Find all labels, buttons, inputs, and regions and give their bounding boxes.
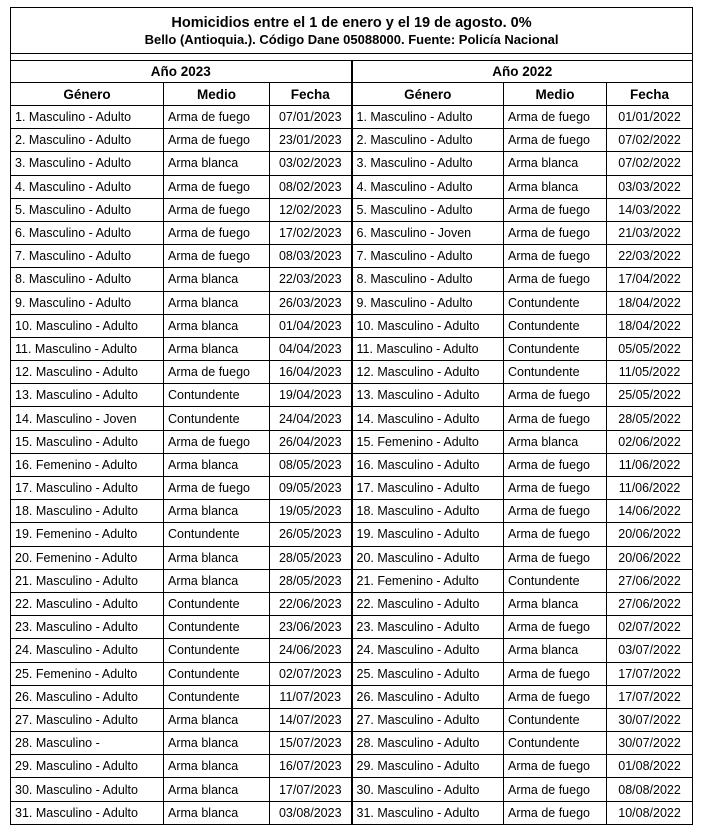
- cell-genero-2022: 24. Masculino - Adulto: [352, 639, 504, 662]
- cell-medio-2022: Arma de fuego: [504, 755, 607, 778]
- table-body: [11, 106, 693, 825]
- cell-fecha-2022: 21/03/2022: [607, 221, 693, 244]
- cell-genero-2023: 19. Femenino - Adulto: [11, 523, 164, 546]
- table-row: [11, 685, 693, 708]
- cell-medio-2022: Arma blanca: [504, 430, 607, 453]
- cell-genero-2023: 22. Masculino - Adulto: [11, 592, 164, 615]
- cell-medio-2022: Arma de fuego: [504, 453, 607, 476]
- cell-genero-2023: 1. Masculino - Adulto: [11, 106, 164, 129]
- cell-genero-2022: 1. Masculino - Adulto: [352, 106, 504, 129]
- cell-medio-2022: Arma blanca: [504, 639, 607, 662]
- cell-medio-2023: Contundente: [164, 592, 270, 615]
- cell-genero-2023: 3. Masculino - Adulto: [11, 152, 164, 175]
- cell-medio-2023: Arma blanca: [164, 500, 270, 523]
- cell-genero-2023: 20. Femenino - Adulto: [11, 546, 164, 569]
- cell-medio-2023: Arma blanca: [164, 778, 270, 801]
- table-row: [11, 384, 693, 407]
- table-row: [11, 361, 693, 384]
- cell-fecha-2022: 11/06/2022: [607, 453, 693, 476]
- cell-genero-2022: 19. Masculino - Adulto: [352, 523, 504, 546]
- cell-medio-2023: Arma de fuego: [164, 221, 270, 244]
- table-row: [11, 523, 693, 546]
- cell-fecha-2023: 28/05/2023: [270, 569, 352, 592]
- table-row: [11, 500, 693, 523]
- year-2023-header: Año 2023: [11, 61, 352, 83]
- homicides-table: [10, 7, 693, 825]
- cell-fecha-2023: 03/02/2023: [270, 152, 352, 175]
- cell-fecha-2023: 16/04/2023: [270, 361, 352, 384]
- cell-medio-2023: Arma blanca: [164, 268, 270, 291]
- cell-genero-2023: 27. Masculino - Adulto: [11, 708, 164, 731]
- cell-medio-2023: Arma de fuego: [164, 129, 270, 152]
- table-row: [11, 314, 693, 337]
- cell-medio-2023: Arma de fuego: [164, 245, 270, 268]
- cell-genero-2023: 30. Masculino - Adulto: [11, 778, 164, 801]
- table-row: [11, 106, 693, 129]
- cell-fecha-2023: 26/03/2023: [270, 291, 352, 314]
- cell-fecha-2022: 08/08/2022: [607, 778, 693, 801]
- cell-medio-2022: Contundente: [504, 314, 607, 337]
- col-medio-2022: Medio: [504, 83, 607, 106]
- cell-genero-2022: 14. Masculino - Adulto: [352, 407, 504, 430]
- cell-fecha-2022: 25/05/2022: [607, 384, 693, 407]
- cell-medio-2023: Arma de fuego: [164, 106, 270, 129]
- cell-fecha-2022: 01/01/2022: [607, 106, 693, 129]
- cell-fecha-2022: 30/07/2022: [607, 708, 693, 731]
- table-row: [11, 662, 693, 685]
- cell-medio-2022: Contundente: [504, 361, 607, 384]
- cell-genero-2023: 9. Masculino - Adulto: [11, 291, 164, 314]
- cell-medio-2022: Arma de fuego: [504, 268, 607, 291]
- cell-genero-2023: 18. Masculino - Adulto: [11, 500, 164, 523]
- cell-genero-2023: 12. Masculino - Adulto: [11, 361, 164, 384]
- cell-fecha-2022: 22/03/2022: [607, 245, 693, 268]
- cell-medio-2022: Arma de fuego: [504, 477, 607, 500]
- cell-medio-2022: Arma de fuego: [504, 801, 607, 824]
- cell-genero-2022: 16. Masculino - Adulto: [352, 453, 504, 476]
- cell-fecha-2022: 03/03/2022: [607, 175, 693, 198]
- cell-genero-2022: 26. Masculino - Adulto: [352, 685, 504, 708]
- cell-genero-2022: 15. Femenino - Adulto: [352, 430, 504, 453]
- cell-medio-2022: Arma de fuego: [504, 129, 607, 152]
- table-row: [11, 291, 693, 314]
- cell-fecha-2023: 22/03/2023: [270, 268, 352, 291]
- cell-genero-2022: 10. Masculino - Adulto: [352, 314, 504, 337]
- cell-medio-2023: Arma de fuego: [164, 477, 270, 500]
- col-medio-2023: Medio: [164, 83, 270, 106]
- cell-medio-2023: Arma de fuego: [164, 430, 270, 453]
- cell-genero-2023: 16. Femenino - Adulto: [11, 453, 164, 476]
- cell-fecha-2023: 16/07/2023: [270, 755, 352, 778]
- cell-medio-2023: Arma blanca: [164, 708, 270, 731]
- cell-medio-2022: Arma blanca: [504, 592, 607, 615]
- cell-genero-2022: 2. Masculino - Adulto: [352, 129, 504, 152]
- table-row: [11, 639, 693, 662]
- cell-genero-2022: 6. Masculino - Joven: [352, 221, 504, 244]
- cell-genero-2023: 5. Masculino - Adulto: [11, 198, 164, 221]
- cell-genero-2023: 25. Femenino - Adulto: [11, 662, 164, 685]
- cell-fecha-2023: 17/07/2023: [270, 778, 352, 801]
- cell-fecha-2022: 17/07/2022: [607, 685, 693, 708]
- cell-fecha-2022: 18/04/2022: [607, 314, 693, 337]
- cell-medio-2023: Contundente: [164, 407, 270, 430]
- cell-medio-2023: Arma de fuego: [164, 361, 270, 384]
- cell-fecha-2022: 07/02/2022: [607, 129, 693, 152]
- cell-genero-2022: 20. Masculino - Adulto: [352, 546, 504, 569]
- table-row: [11, 337, 693, 360]
- cell-medio-2022: Arma de fuego: [504, 106, 607, 129]
- cell-medio-2023: Arma blanca: [164, 755, 270, 778]
- cell-fecha-2023: 28/05/2023: [270, 546, 352, 569]
- cell-medio-2023: Contundente: [164, 639, 270, 662]
- cell-genero-2023: 24. Masculino - Adulto: [11, 639, 164, 662]
- cell-genero-2023: 28. Masculino -: [11, 732, 164, 755]
- cell-fecha-2022: 10/08/2022: [607, 801, 693, 824]
- cell-medio-2023: Arma blanca: [164, 152, 270, 175]
- cell-fecha-2023: 24/06/2023: [270, 639, 352, 662]
- table-row: [11, 778, 693, 801]
- cell-fecha-2023: 26/05/2023: [270, 523, 352, 546]
- cell-medio-2022: Contundente: [504, 708, 607, 731]
- cell-fecha-2023: 17/02/2023: [270, 221, 352, 244]
- cell-genero-2023: 14. Masculino - Joven: [11, 407, 164, 430]
- cell-medio-2022: Arma blanca: [504, 175, 607, 198]
- cell-genero-2023: 7. Masculino - Adulto: [11, 245, 164, 268]
- cell-fecha-2022: 27/06/2022: [607, 569, 693, 592]
- cell-genero-2023: 8. Masculino - Adulto: [11, 268, 164, 291]
- cell-medio-2022: Arma de fuego: [504, 198, 607, 221]
- cell-genero-2022: 31. Masculino - Adulto: [352, 801, 504, 824]
- table-row: [11, 453, 693, 476]
- cell-medio-2023: Arma blanca: [164, 291, 270, 314]
- cell-fecha-2023: 09/05/2023: [270, 477, 352, 500]
- cell-genero-2022: 28. Masculino - Adulto: [352, 732, 504, 755]
- cell-genero-2022: 9. Masculino - Adulto: [352, 291, 504, 314]
- cell-genero-2022: 3. Masculino - Adulto: [352, 152, 504, 175]
- cell-genero-2022: 5. Masculino - Adulto: [352, 198, 504, 221]
- report-subtitle: Bello (Antioquia.). Código Dane 05088000. Fuente: Policía Nacional: [144, 31, 559, 47]
- cell-fecha-2023: 23/01/2023: [270, 129, 352, 152]
- cell-medio-2023: Contundente: [164, 662, 270, 685]
- cell-fecha-2022: 11/06/2022: [607, 477, 693, 500]
- cell-genero-2022: 22. Masculino - Adulto: [352, 592, 504, 615]
- cell-medio-2022: Arma de fuego: [504, 546, 607, 569]
- cell-medio-2023: Arma de fuego: [164, 175, 270, 198]
- cell-fecha-2022: 20/06/2022: [607, 523, 693, 546]
- cell-fecha-2022: 02/07/2022: [607, 616, 693, 639]
- cell-fecha-2022: 07/02/2022: [607, 152, 693, 175]
- cell-medio-2022: Contundente: [504, 569, 607, 592]
- cell-genero-2022: 8. Masculino - Adulto: [352, 268, 504, 291]
- cell-genero-2022: 18. Masculino - Adulto: [352, 500, 504, 523]
- cell-medio-2022: Arma de fuego: [504, 616, 607, 639]
- cell-fecha-2022: 05/05/2022: [607, 337, 693, 360]
- report-title: Homicidios entre el 1 de enero y el 19 de agosto. 0%: [171, 14, 532, 31]
- cell-fecha-2022: 01/08/2022: [607, 755, 693, 778]
- table-row: [11, 175, 693, 198]
- cell-genero-2022: 21. Femenino - Adulto: [352, 569, 504, 592]
- cell-fecha-2022: 14/06/2022: [607, 500, 693, 523]
- cell-fecha-2023: 11/07/2023: [270, 685, 352, 708]
- cell-medio-2022: Contundente: [504, 337, 607, 360]
- table-row: [11, 569, 693, 592]
- table-row: [11, 152, 693, 175]
- cell-fecha-2022: 02/06/2022: [607, 430, 693, 453]
- cell-medio-2022: Arma de fuego: [504, 221, 607, 244]
- cell-medio-2023: Arma blanca: [164, 337, 270, 360]
- col-genero-2023: Género: [11, 83, 164, 106]
- cell-genero-2023: 23. Masculino - Adulto: [11, 616, 164, 639]
- year-2022-header: Año 2022: [352, 61, 693, 83]
- cell-fecha-2023: 19/04/2023: [270, 384, 352, 407]
- cell-genero-2022: 17. Masculino - Adulto: [352, 477, 504, 500]
- cell-genero-2023: 4. Masculino - Adulto: [11, 175, 164, 198]
- cell-genero-2023: 2. Masculino - Adulto: [11, 129, 164, 152]
- cell-medio-2023: Arma de fuego: [164, 198, 270, 221]
- cell-medio-2022: Arma de fuego: [504, 500, 607, 523]
- cell-genero-2023: 13. Masculino - Adulto: [11, 384, 164, 407]
- table-row: [11, 221, 693, 244]
- cell-fecha-2022: 14/03/2022: [607, 198, 693, 221]
- cell-fecha-2023: 08/03/2023: [270, 245, 352, 268]
- table-row: [11, 477, 693, 500]
- cell-medio-2023: Arma blanca: [164, 314, 270, 337]
- table-row: [11, 129, 693, 152]
- table-row: [11, 546, 693, 569]
- table-row: [11, 801, 693, 824]
- cell-genero-2023: 26. Masculino - Adulto: [11, 685, 164, 708]
- cell-genero-2022: 4. Masculino - Adulto: [352, 175, 504, 198]
- cell-genero-2022: 11. Masculino - Adulto: [352, 337, 504, 360]
- cell-genero-2022: 23. Masculino - Adulto: [352, 616, 504, 639]
- cell-fecha-2022: 11/05/2022: [607, 361, 693, 384]
- cell-fecha-2022: 17/04/2022: [607, 268, 693, 291]
- cell-medio-2022: Arma de fuego: [504, 407, 607, 430]
- cell-fecha-2023: 01/04/2023: [270, 314, 352, 337]
- cell-fecha-2023: 07/01/2023: [270, 106, 352, 129]
- cell-fecha-2023: 24/04/2023: [270, 407, 352, 430]
- table-row: [11, 430, 693, 453]
- table-row: [11, 592, 693, 615]
- cell-genero-2022: 25. Masculino - Adulto: [352, 662, 504, 685]
- cell-fecha-2022: 03/07/2022: [607, 639, 693, 662]
- cell-genero-2023: 6. Masculino - Adulto: [11, 221, 164, 244]
- year-header-row: [11, 61, 693, 83]
- col-genero-2022: Género: [352, 83, 504, 106]
- homicides-report: [10, 7, 692, 825]
- cell-medio-2023: Contundente: [164, 685, 270, 708]
- cell-medio-2023: Contundente: [164, 616, 270, 639]
- cell-medio-2022: Arma de fuego: [504, 662, 607, 685]
- cell-genero-2022: 30. Masculino - Adulto: [352, 778, 504, 801]
- cell-medio-2022: Arma de fuego: [504, 245, 607, 268]
- table-row: [11, 407, 693, 430]
- cell-medio-2023: Contundente: [164, 523, 270, 546]
- cell-fecha-2022: 18/04/2022: [607, 291, 693, 314]
- cell-fecha-2023: 04/04/2023: [270, 337, 352, 360]
- cell-genero-2022: 7. Masculino - Adulto: [352, 245, 504, 268]
- cell-medio-2023: Contundente: [164, 384, 270, 407]
- cell-medio-2022: Arma de fuego: [504, 523, 607, 546]
- cell-medio-2023: Arma blanca: [164, 801, 270, 824]
- table-row: [11, 245, 693, 268]
- table-row: [11, 708, 693, 731]
- cell-genero-2023: 15. Masculino - Adulto: [11, 430, 164, 453]
- cell-fecha-2023: 26/04/2023: [270, 430, 352, 453]
- cell-genero-2023: 11. Masculino - Adulto: [11, 337, 164, 360]
- col-fecha-2022: Fecha: [607, 83, 693, 106]
- cell-fecha-2022: 27/06/2022: [607, 592, 693, 615]
- cell-fecha-2023: 14/07/2023: [270, 708, 352, 731]
- cell-fecha-2023: 19/05/2023: [270, 500, 352, 523]
- cell-genero-2023: 17. Masculino - Adulto: [11, 477, 164, 500]
- cell-medio-2023: Arma blanca: [164, 546, 270, 569]
- table-row: [11, 616, 693, 639]
- cell-fecha-2022: 28/05/2022: [607, 407, 693, 430]
- title-block: [11, 8, 693, 54]
- cell-fecha-2022: 20/06/2022: [607, 546, 693, 569]
- cell-medio-2022: Arma de fuego: [504, 685, 607, 708]
- table-row: [11, 755, 693, 778]
- cell-medio-2022: Contundente: [504, 732, 607, 755]
- cell-genero-2022: 27. Masculino - Adulto: [352, 708, 504, 731]
- table-row: [11, 198, 693, 221]
- spacer-row: [11, 54, 693, 61]
- cell-fecha-2023: 15/07/2023: [270, 732, 352, 755]
- cell-genero-2023: 31. Masculino - Adulto: [11, 801, 164, 824]
- cell-genero-2022: 29. Masculino - Adulto: [352, 755, 504, 778]
- cell-fecha-2022: 17/07/2022: [607, 662, 693, 685]
- cell-genero-2023: 21. Masculino - Adulto: [11, 569, 164, 592]
- table-row: [11, 732, 693, 755]
- cell-medio-2023: Arma blanca: [164, 453, 270, 476]
- table-row: [11, 268, 693, 291]
- cell-fecha-2023: 23/06/2023: [270, 616, 352, 639]
- cell-genero-2023: 29. Masculino - Adulto: [11, 755, 164, 778]
- col-fecha-2023: Fecha: [270, 83, 352, 106]
- cell-fecha-2023: 08/02/2023: [270, 175, 352, 198]
- cell-fecha-2023: 22/06/2023: [270, 592, 352, 615]
- cell-medio-2023: Arma blanca: [164, 732, 270, 755]
- cell-fecha-2023: 03/08/2023: [270, 801, 352, 824]
- cell-genero-2022: 13. Masculino - Adulto: [352, 384, 504, 407]
- cell-medio-2022: Arma de fuego: [504, 778, 607, 801]
- column-header-row: [11, 83, 693, 106]
- cell-medio-2022: Arma blanca: [504, 152, 607, 175]
- cell-fecha-2023: 12/02/2023: [270, 198, 352, 221]
- cell-genero-2023: 10. Masculino - Adulto: [11, 314, 164, 337]
- cell-genero-2022: 12. Masculino - Adulto: [352, 361, 504, 384]
- cell-medio-2022: Contundente: [504, 291, 607, 314]
- cell-fecha-2023: 02/07/2023: [270, 662, 352, 685]
- cell-fecha-2022: 30/07/2022: [607, 732, 693, 755]
- cell-medio-2023: Arma blanca: [164, 569, 270, 592]
- cell-fecha-2023: 08/05/2023: [270, 453, 352, 476]
- cell-medio-2022: Arma de fuego: [504, 384, 607, 407]
